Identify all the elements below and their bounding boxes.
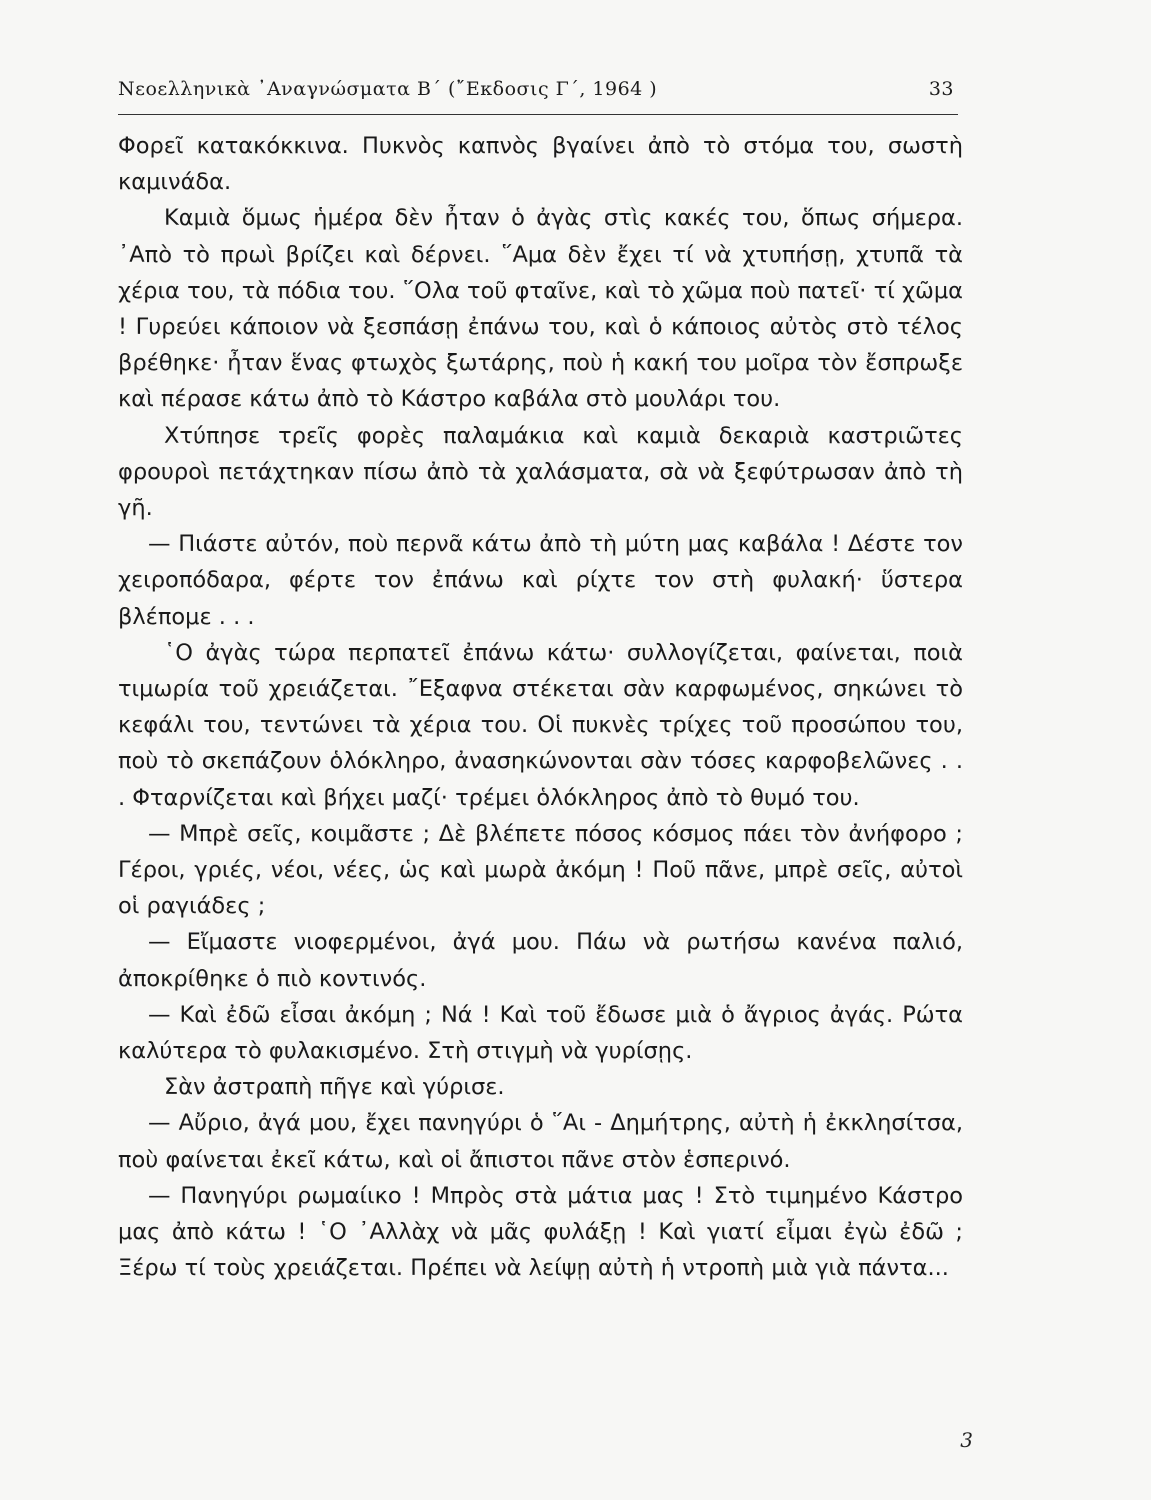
dialogue-paragraph: — Πανηγύρι ρωμαίικο ! Μπρὸς στὰ μάτια μας ! Στὸ τιμημένο Κάστρο μας ἀπὸ κάτω ! ῾Ο ᾿Αλλὰχ νὰ μᾶς φυλάξῃ ! Καὶ γιατί εἶμαι ἐγὼ ἐδῶ ; Ξέρω τί τοὺς χρειάζεται. Πρέπει νὰ λείψῃ αὐτὴ ἡ ντροπὴ μιὰ γιὰ πάντα... [118,1182,963,1282]
book-title: Νεοελληνικὰ ᾿Αναγνώσματα Β΄ (῎Εκδοσις Γ΄, 1964 ) [118,78,658,100]
printer-signature-mark: 3 [960,1428,973,1452]
paragraph: Καμιὰ ὅμως ἡμέρα δὲν ἦταν ὁ ἀγὰς στὶς κακές του, ὅπως σήμερα. ᾿Απὸ τὸ πρωὶ βρίζει καὶ δέρνει. ῞Αμα δὲν ἔχει τί νὰ χτυπήσῃ, χτυπᾶ τὰ χέρια του, τὰ πόδια του. ῞Ολα τοῦ φταῖνε, καὶ τὸ χῶμα ποὺ πατεῖ· τί χῶμα ! Γυρεύει κάποιον νὰ ξεσπάσῃ ἐπάνω του, καὶ ὁ κάποιος αὐτὸς στὸ τέλος βρέθηκε· ἦταν ἕνας φτωχὸς ξωτάρης, ποὺ ἡ κακή του μοῖρα τὸν ἔσπρωξε καὶ πέρασε κάτω ἀπὸ τὸ Κάστρο καβάλα στὸ μουλάρι του. [118,205,963,413]
paragraph: Σὰν ἀστραπὴ πῆγε καὶ γύρισε. [164,1074,505,1101]
dialogue-paragraph: — Αὔριο, ἀγά μου, ἔχει πανηγύρι ὁ ῞Αι - Δημήτρης, αὐτὴ ἡ ἐκκλησίτσα, ποὺ φαίνεται ἐκεῖ κάτω, καὶ οἱ ἄπιστοι πᾶνε στὸν ἑσπερινό. [118,1110,963,1173]
paragraph: Χτύπησε τρεῖς φορὲς παλαμάκια καὶ καμιὰ δεκαριὰ καστριῶτες φρουροὶ πετάχτηκαν πίσω ἀπὸ τὰ χαλάσματα, σὰ νὰ ξεφύτρωσαν ἀπὸ τὴ γῆ. [118,422,963,522]
dialogue-paragraph: — Εἴμαστε νιοφερμένοι, ἀγά μου. Πάω νὰ ρωτήσω κανένα παλιό, ἀποκρίθηκε ὁ πιὸ κοντινός. [118,929,963,992]
dialogue-paragraph: — Μπρὲ σεῖς, κοιμᾶστε ; Δὲ βλέπετε πόσος κόσμος πάει τὸν ἀνήφορο ; Γέροι, γριές, νέοι, νέες, ὡς καὶ μωρὰ ἀκόμη ! Ποῦ πᾶνε, μπρὲ σεῖς, αὐτοὶ οἱ ραγιάδες ; [118,820,963,920]
paragraph: Φορεῖ κατακόκκινα. Πυκνὸς καπνὸς βγαίνει ἀπὸ τὸ στόμα του, σωστὴ καμινάδα. [118,133,963,196]
page-number: 33 [928,78,954,100]
dialogue-paragraph: — Πιάστε αὐτόν, ποὺ περνᾶ κάτω ἀπὸ τὴ μύτη μας καβάλα ! Δέστε τον χειροπόδαρα, φέρτε τον ἐπάνω καὶ ρίχτε τον στὴ φυλακή· ὕστερα βλέπομε . . . [118,531,963,630]
body-text [118,128,963,1287]
paragraph: ῾Ο ἀγὰς τώρα περπατεῖ ἐπάνω κάτω· συλλογίζεται, φαίνεται, ποιὰ τιμωρία τοῦ χρειάζεται. ῎Εξαφνα στέκεται σὰν καρφωμένος, σηκώνει τὸ κεφάλι του, τεντώνει τὰ χέρια του. Οἱ πυκνὲς τρίχες τοῦ προσώπου του, ποὺ τὸ σκεπάζουν ὁλόκληρο, ἀνασηκώνονται σὰν τόσες καρφοβελῶνες . . . Φταρνίζεται καὶ βήχει μαζί· τρέμει ὁλόκληρος ἀπὸ τὸ θυμό του. [118,639,963,811]
dialogue-paragraph: — Καὶ ἐδῶ εἶσαι ἀκόμη ; Νά ! Καὶ τοῦ ἔδωσε μιὰ ὁ ἄγριος ἀγάς. Ρώτα καλύτερα τὸ φυλακισμένο. Στὴ στιγμὴ νὰ γυρίσῃς. [118,1001,963,1065]
running-header [118,74,958,115]
